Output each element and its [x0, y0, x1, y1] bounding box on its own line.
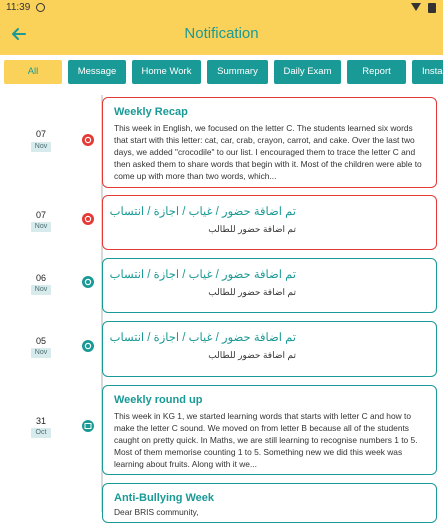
message-status-icon: [82, 420, 94, 432]
tab-summary[interactable]: Summary: [207, 60, 268, 84]
notification-title: تم اضافة حضور / غياب / اجازة / انتساب: [109, 269, 296, 281]
date-month: Nov: [31, 222, 51, 232]
notification-title: Weekly round up: [114, 394, 203, 406]
tab-report[interactable]: Report: [347, 60, 406, 84]
read-status-icon: [82, 276, 94, 288]
notification-body: This week in English, we focused on the letter C. The students learned six words that start with this letter: cat, car, crab, crayon, carrot, and cake. Over the last two days, we added "crocodile" to our list. I encouraged them to trace the letter C and then asked them to share words that begin with it. Most of the children were able to come up with more than two words, which...: [114, 123, 422, 181]
notification-body: تم اضافة حضور للطالب: [208, 287, 296, 297]
notification-title: Anti-Bullying Week: [114, 492, 215, 504]
unread-status-icon: [82, 213, 94, 225]
category-tabs: [0, 60, 443, 85]
tab-daily-exam[interactable]: Daily Exam: [274, 60, 341, 84]
notification-card[interactable]: [102, 385, 437, 475]
date-day: 31: [35, 416, 46, 426]
tab-home-work[interactable]: Home Work: [132, 60, 201, 84]
notification-body: Dear BRIS community,: [114, 507, 199, 517]
date-month: Oct: [31, 428, 51, 438]
notification-body: تم اضافة حضور للطالب: [208, 224, 296, 234]
tab-insta[interactable]: Insta: [412, 60, 443, 84]
app-bar: [0, 15, 443, 55]
status-time: 11:39: [6, 2, 31, 13]
notification-body: This week in KG 1, we started learning words that starts with letter C and how to make the letter C sound. We moved on from letter B because all of the students caught on pretty quick. In Maths, we are still learning to recognise numbers 1 to 5. Most of them memorise counting 1 to 5. Something new we did this week was learning about fruits. Along with it we...: [114, 411, 418, 469]
status-bar: [0, 0, 443, 15]
notification-card[interactable]: [102, 321, 437, 377]
notification-title: Weekly Recap: [114, 106, 188, 118]
date-month: Nov: [31, 142, 51, 152]
read-status-icon: [82, 340, 94, 352]
notification-body: تم اضافة حضور للطالب: [208, 350, 296, 360]
page-title: Notification: [184, 25, 259, 42]
tab-all[interactable]: All: [4, 60, 62, 84]
notification-title: تم اضافة حضور / غياب / اجازة / انتساب: [109, 332, 296, 344]
notification-card[interactable]: [102, 483, 437, 523]
notification-card[interactable]: [102, 258, 437, 313]
tab-message[interactable]: Message: [68, 60, 126, 84]
date-day: 07: [35, 129, 46, 139]
battery-icon: [428, 3, 436, 13]
wifi-icon: [411, 3, 421, 11]
date-day: 06: [35, 273, 46, 283]
notification-card[interactable]: [102, 97, 437, 188]
notification-card[interactable]: [102, 195, 437, 250]
date-day: 05: [35, 336, 46, 346]
unread-status-icon: [82, 134, 94, 146]
notification-title: تم اضافة حضور / غياب / اجازة / انتساب: [109, 206, 296, 218]
date-month: Nov: [31, 285, 51, 295]
app-notification-icon: [36, 3, 45, 12]
date-month: Nov: [31, 348, 51, 358]
date-day: 07: [35, 210, 46, 220]
